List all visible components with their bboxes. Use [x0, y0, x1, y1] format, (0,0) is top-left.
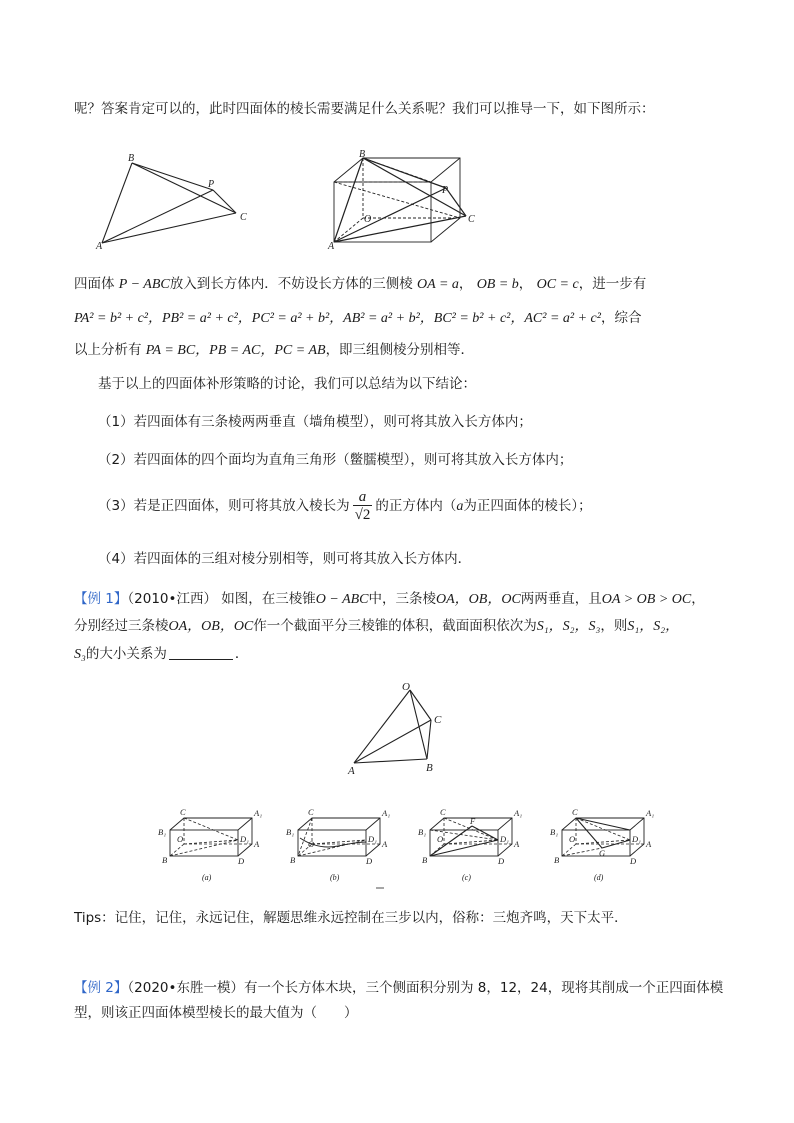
svg-text:D₁: D₁: [240, 834, 250, 844]
svg-text:O: O: [308, 839, 315, 849]
derivation-line-3: 以上分析有 PA = BC，PB = AC，PC = AB，即三组侧棱分别相等．: [74, 342, 475, 358]
svg-text:B: B: [554, 855, 560, 865]
example2-line-2: 型，则该正四面体模型棱长的最大值为（ ）: [74, 1005, 358, 1021]
answer-blank[interactable]: [169, 645, 233, 660]
svg-text:D: D: [366, 856, 373, 866]
tips-line: Tips：记住，记住，永远记住，解题思维永远控制在三步以内，俗称：三炮齐鸣，天下太平．: [74, 910, 628, 926]
fig1-label-a: A: [96, 241, 103, 252]
fraction-a-over-sqrt2: $\frac{a}{√2}$: [354, 488, 371, 523]
fig3-label-c: C: [434, 714, 442, 726]
svg-text:A₁: A₁: [646, 808, 655, 818]
svg-text:D: D: [630, 856, 637, 866]
fig2-label-p: P: [442, 185, 449, 196]
figure-tetrahedron: [90, 150, 260, 250]
example1-source: （2010•江西）: [127, 591, 217, 607]
fig1-label-b: B: [128, 153, 135, 164]
svg-text:D₁: D₁: [368, 834, 378, 844]
svg-text:A: A: [514, 839, 520, 849]
svg-text:C: C: [180, 807, 186, 817]
fig2-label-b: B: [359, 149, 366, 160]
svg-text:C: C: [308, 807, 314, 817]
svg-text:A₁: A₁: [382, 808, 391, 818]
fig1-label-p: P: [208, 179, 215, 190]
summary-intro: 基于以上的四面体补形策略的讨论，我们可以总结为以下结论：: [98, 376, 476, 392]
svg-text:D₁: D₁: [632, 834, 642, 844]
example2-line-1: 【例 2】（2020•东胜一模）有一个长方体木块，三个侧面积分别为 8，12，24，现将其削成一个正四面体模: [74, 980, 724, 996]
figure-tetrahedron-in-cuboid: [320, 150, 540, 250]
derivation-line-2: PA² = b² + c²，PB² = a² + c²，PC² = a² + b²，AB² = a² + b²，BC² = b² + c²，AC² = a² + c²，综合: [74, 310, 642, 326]
svg-text:O: O: [569, 834, 576, 844]
example2-tag: 【例 2】: [74, 980, 128, 996]
svg-text:A: A: [254, 839, 260, 849]
svg-text:B₁: B₁: [286, 827, 295, 837]
example1-line-2: 分别经过三条棱OA，OB，OC作一个截面平分三棱锥的体积，截面面积依次为S₁，S₂，S₃，则S₁，S₂，: [74, 618, 680, 634]
svg-text:O: O: [177, 834, 184, 844]
conclusion-4: （4）若四面体的三组对棱分别相等，则可将其放入长方体内．: [98, 551, 472, 567]
svg-text:B₁: B₁: [550, 827, 559, 837]
svg-text:B: B: [422, 855, 428, 865]
svg-text:C: C: [440, 807, 446, 817]
conclusion-3: （3）若是正四面体，则可将其放入棱长为 $\frac{a}{√2}$ 的正方体内（a为正四面体的棱长）；: [98, 488, 592, 523]
svg-text:A₁: A₁: [514, 808, 523, 818]
figure-pyramid-oabc: [340, 680, 460, 780]
caption-a: (a): [202, 873, 212, 882]
svg-text:B: B: [162, 855, 168, 865]
fig3-label-a: A: [348, 765, 355, 777]
example1-line-1: 【例 1】（2010•江西） 如图，在三棱锥O − ABC中，三条棱OA，OB，OC两两垂直，且OA > OB > OC，: [74, 591, 705, 607]
cuboid-panel-b: [286, 807, 390, 882]
example1-tag: 【例 1】: [74, 591, 128, 607]
fig2-label-o: O: [364, 214, 372, 225]
svg-text:B₁: B₁: [158, 827, 167, 837]
caption-c: (c): [462, 873, 471, 882]
svg-text:B₁: B₁: [418, 827, 427, 837]
cuboid-panel-c: [418, 807, 522, 882]
derivation-line-1: 四面体 P − ABC放入到长方体内．不妨设长方体的三侧棱 OA = a， OB = b， OC = c，进一步有: [74, 276, 647, 292]
svg-text:O: O: [437, 834, 444, 844]
svg-text:D: D: [238, 856, 245, 866]
conclusion-1: （1）若四面体有三条棱两两垂直（墙角模型），则可将其放入长方体内；: [98, 414, 532, 430]
figure-cuboid-panels: [150, 800, 670, 890]
svg-text:A₁: A₁: [254, 808, 263, 818]
svg-text:G: G: [599, 848, 606, 858]
fig2-label-c: C: [468, 214, 475, 225]
svg-text:D: D: [498, 856, 505, 866]
example1-line-3: S₃的大小关系为 ．: [74, 646, 249, 662]
svg-text:F: F: [470, 816, 476, 826]
fig2-label-a: A: [328, 241, 335, 252]
cuboid-panel-a: [158, 807, 262, 882]
intro-line: 呢？答案肯定可以的，此时四面体的棱长需要满足什么关系呢？我们可以推导一下，如下图所示：: [74, 101, 655, 117]
svg-text:B: B: [290, 855, 296, 865]
fig1-label-c: C: [240, 212, 247, 223]
svg-text:D₁: D₁: [500, 834, 510, 844]
caption-b: (b): [330, 873, 340, 882]
svg-text:A: A: [382, 839, 388, 849]
example2-source: （2020•东胜一模）: [127, 980, 244, 996]
fig3-label-b: B: [426, 762, 433, 774]
svg-text:A: A: [646, 839, 652, 849]
cuboid-panel-d: [550, 807, 654, 882]
svg-text:C: C: [572, 807, 578, 817]
fig3-label-o: O: [402, 681, 410, 693]
caption-d: (d): [594, 873, 604, 882]
conclusion-2: （2）若四面体的四个面均为直角三角形（鳖臑模型），则可将其放入长方体内；: [98, 452, 573, 468]
